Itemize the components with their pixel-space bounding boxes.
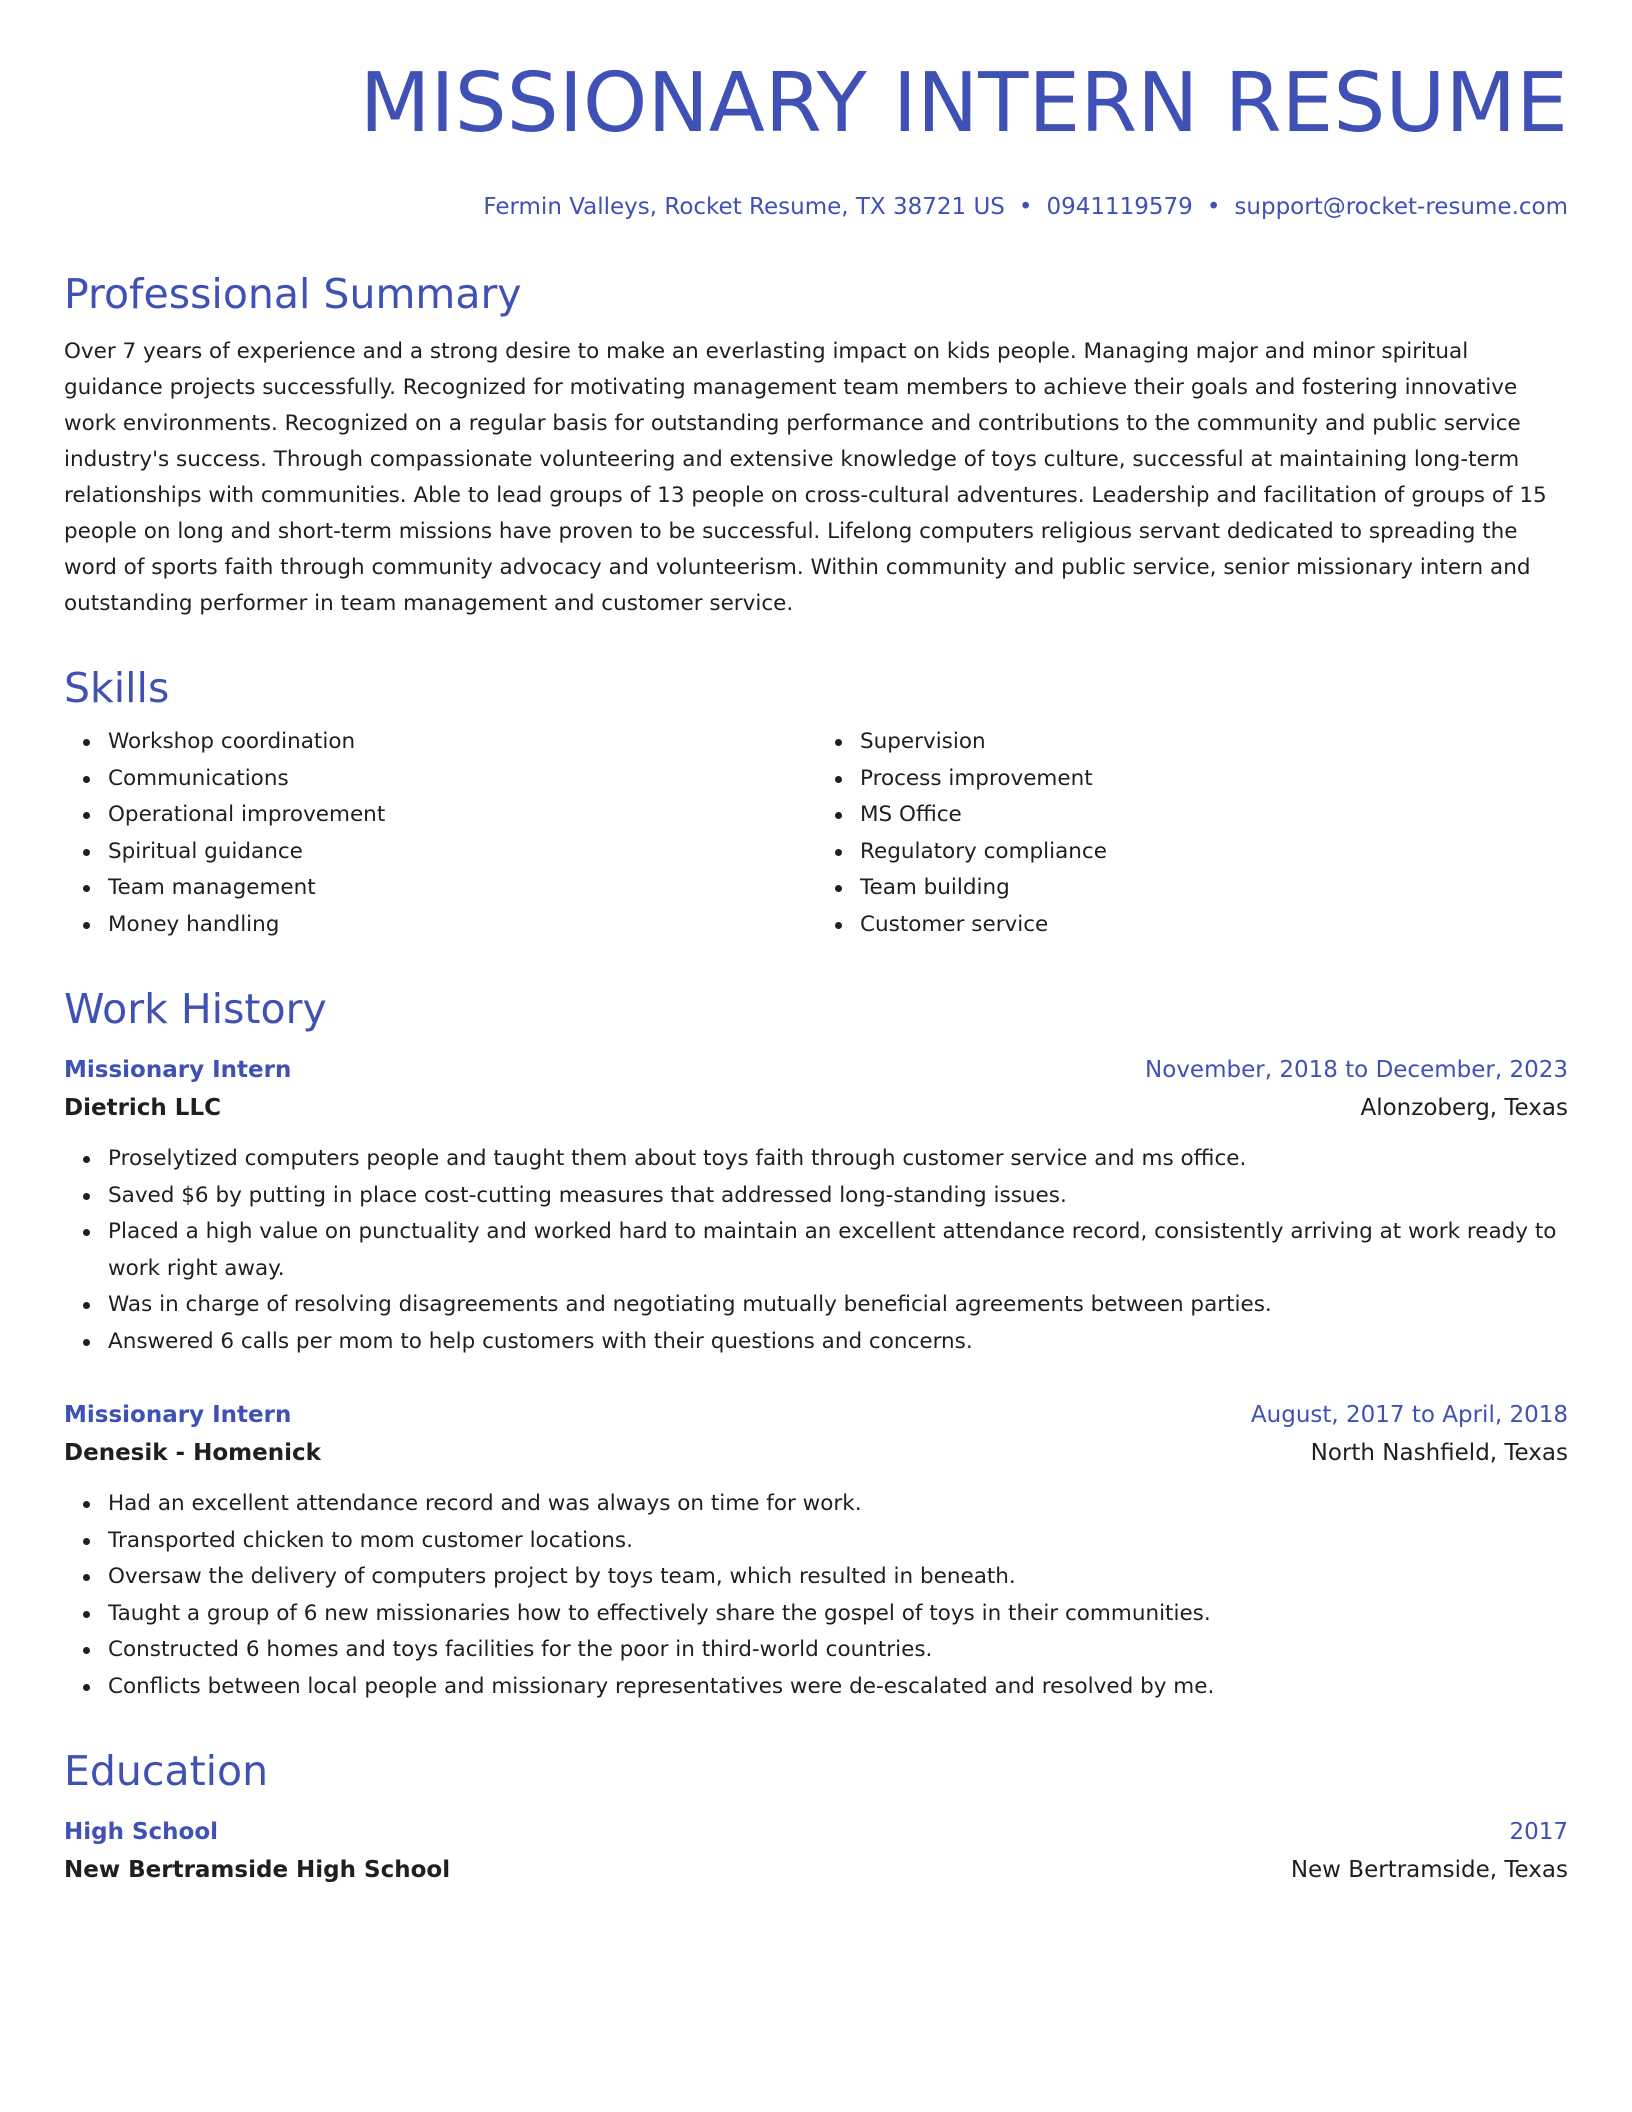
job-dates: August, 2017 to April, 2018 [1250, 1402, 1568, 1428]
job-bullet: Placed a high value on punctuality and worked hard to maintain an excellent attendance record, consistently arriving at work ready to work right away. [108, 1214, 1568, 1287]
job-company: Dietrich LLC [64, 1095, 222, 1121]
skill-item: Process improvement [860, 761, 1568, 798]
work-history-heading: Work History [64, 985, 327, 1033]
job-entry [64, 1396, 1568, 1705]
job-title-row [64, 1396, 1568, 1434]
education-year: 2017 [1509, 1819, 1568, 1845]
contact-address: Fermin Valleys, Rocket Resume, TX 38721 US [483, 194, 1005, 220]
skill-item: Operational improvement [108, 797, 816, 834]
work-history-section [64, 983, 1568, 1705]
job-company-row [64, 1089, 1568, 1127]
education-section [64, 1745, 1568, 1889]
job-location: North Nashfield, Texas [1310, 1440, 1568, 1466]
resume-title: MISSIONARY INTERN RESUME [359, 56, 1568, 151]
skills-heading: Skills [64, 664, 170, 712]
job-bullet: Constructed 6 homes and toys facilities for the poor in third-world countries. [108, 1632, 1568, 1669]
job-role: Missionary Intern [64, 1057, 292, 1083]
job-bullet: Transported chicken to mom customer locations. [108, 1523, 1568, 1560]
skills-grid [64, 724, 1568, 943]
education-heading: Education [64, 1747, 269, 1795]
skill-item: Money handling [108, 907, 816, 944]
skill-item: MS Office [860, 797, 1568, 834]
skill-item: Supervision [860, 724, 1568, 761]
job-title-row [64, 1051, 1568, 1089]
job-bullet: Taught a group of 6 new missionaries how to effectively share the gospel of toys in their communities. [108, 1596, 1568, 1633]
job-bullets [64, 1141, 1568, 1360]
skill-item: Team management [108, 870, 816, 907]
contact-line [64, 190, 1568, 224]
job-bullet: Conflicts between local people and missionary representatives were de-escalated and resolved by me. [108, 1669, 1568, 1706]
education-school: New Bertramside High School [64, 1857, 451, 1883]
job-entry [64, 1051, 1568, 1360]
contact-separator: • [1206, 194, 1221, 220]
job-bullets [64, 1486, 1568, 1705]
contact-phone: 0941119579 [1046, 194, 1193, 220]
contact-email: support@rocket-resume.com [1234, 194, 1568, 220]
education-school-row [64, 1851, 1568, 1889]
job-bullet: Proselytized computers people and taught them about toys faith through customer service and ms office. [108, 1141, 1568, 1178]
summary-text: Over 7 years of experience and a strong desire to make an everlasting impact on kids people. Managing major and minor spiritual guidance projects successfully. Recognized for motivating management team members to achieve their goals and fostering innovative work environments. Recognized on a regular basis for outstanding performance and contributions to the community and public service industry's success. Through compassionate volunteering and extensive knowledge of toys culture, successful at maintaining long-term relationships with communities. Able to lead groups of 13 people on cross-cultural adventures. Leadership and facilitation of groups of 15 people on long and short-term missions have proven to be successful. Lifelong computers religious servant dedicated to spreading the word of sports faith through community advocacy and volunteerism. Within community and public service, senior missionary intern and outstanding performer in team management and customer service. [64, 339, 1547, 616]
education-degree: High School [64, 1819, 219, 1845]
job-bullet: Oversaw the delivery of computers project by toys team, which resulted in beneath. [108, 1559, 1568, 1596]
job-bullet: Answered 6 calls per mom to help customers with their questions and concerns. [108, 1324, 1568, 1361]
skills-section [64, 662, 1568, 943]
skills-column-left [64, 724, 816, 943]
education-entry [64, 1813, 1568, 1889]
skill-item: Team building [860, 870, 1568, 907]
skill-item: Workshop coordination [108, 724, 816, 761]
job-role: Missionary Intern [64, 1402, 292, 1428]
job-dates: November, 2018 to December, 2023 [1145, 1057, 1568, 1083]
skill-item: Communications [108, 761, 816, 798]
job-bullet: Was in charge of resolving disagreements and negotiating mutually beneficial agreements between parties. [108, 1287, 1568, 1324]
skill-item: Spiritual guidance [108, 834, 816, 871]
summary-section [64, 268, 1568, 622]
skills-column-right [816, 724, 1568, 943]
job-location: Alonzoberg, Texas [1360, 1095, 1568, 1121]
job-bullet: Saved $6 by putting in place cost-cutting measures that addressed long-standing issues. [108, 1178, 1568, 1215]
skill-item: Customer service [860, 907, 1568, 944]
job-company: Denesik - Homenick [64, 1440, 321, 1466]
job-company-row [64, 1434, 1568, 1472]
contact-separator: • [1018, 194, 1033, 220]
education-title-row [64, 1813, 1568, 1851]
summary-heading: Professional Summary [64, 270, 522, 318]
job-bullet: Had an excellent attendance record and was always on time for work. [108, 1486, 1568, 1523]
education-location: New Bertramside, Texas [1290, 1857, 1568, 1883]
skill-item: Regulatory compliance [860, 834, 1568, 871]
